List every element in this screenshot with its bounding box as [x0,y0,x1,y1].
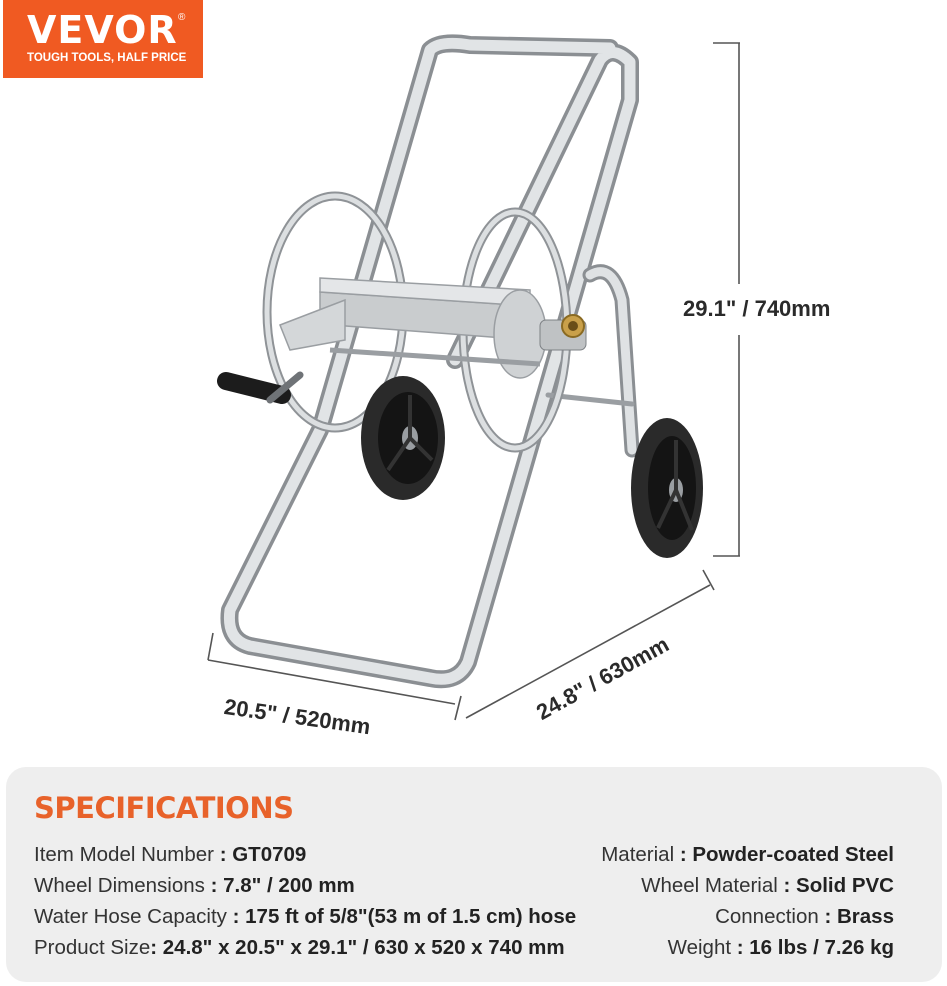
depth-dimension-label: 24.8" / 630mm [532,631,674,725]
spec-label: Wheel Dimensions [34,874,205,897]
spec-separator: : [818,905,837,928]
spec-value: 16 lbs / 7.26 kg [749,936,894,959]
spec-label: Material [601,843,675,866]
brass-connector [540,315,586,350]
spec-row [601,843,894,867]
spec-label: Weight [667,936,732,959]
spec-row [668,936,894,960]
logo-wordmark: VEVOR [27,8,178,52]
spec-value: GT0709 [232,843,307,866]
spec-row [34,843,306,867]
spec-row [34,905,576,929]
spec-value: Powder-coated Steel [692,843,894,866]
spec-separator: : [204,874,224,897]
height-dimension-label: 29.1" / 740mm [683,296,831,321]
spec-separator: : [214,843,233,866]
spec-row [34,874,355,898]
cart-frame [229,43,632,679]
spec-separator: : [777,874,797,897]
spec-row [34,936,565,960]
spec-separator: : [731,936,750,959]
crank-handle [226,375,300,400]
spec-value: 7.8" / 200 mm [223,874,355,897]
spec-value: Solid PVC [796,874,894,897]
spec-label: Water Hose Capacity [34,905,227,928]
spec-value: 175 ft of 5/8"(53 m of 1.5 cm) hose [245,905,577,928]
logo-tagline: TOUGH TOOLS, HALF PRICE [27,52,187,64]
spec-row [715,905,894,929]
spec-value: 24.8" x 20.5" x 29.1" / 630 x 520 x 740 mm [162,936,565,959]
spec-label: Connection [715,905,819,928]
spec-label: Wheel Material [641,874,778,897]
spec-label: Product Size [34,936,151,959]
wheel-left [361,376,445,500]
spec-separator: : [226,905,246,928]
reel-axle [280,278,546,378]
specifications-panel [6,767,942,982]
specifications-title: SPECIFICATIONS [34,791,294,825]
wheel-right [631,418,703,558]
spec-separator: : [150,936,163,959]
spec-separator: : [674,843,693,866]
width-dimension-label: 20.5" / 520mm [222,694,372,740]
spec-row [641,874,894,898]
spec-value: Brass [837,905,894,928]
spec-label: Item Model Number [34,843,215,866]
registered-mark: ® [178,12,186,23]
